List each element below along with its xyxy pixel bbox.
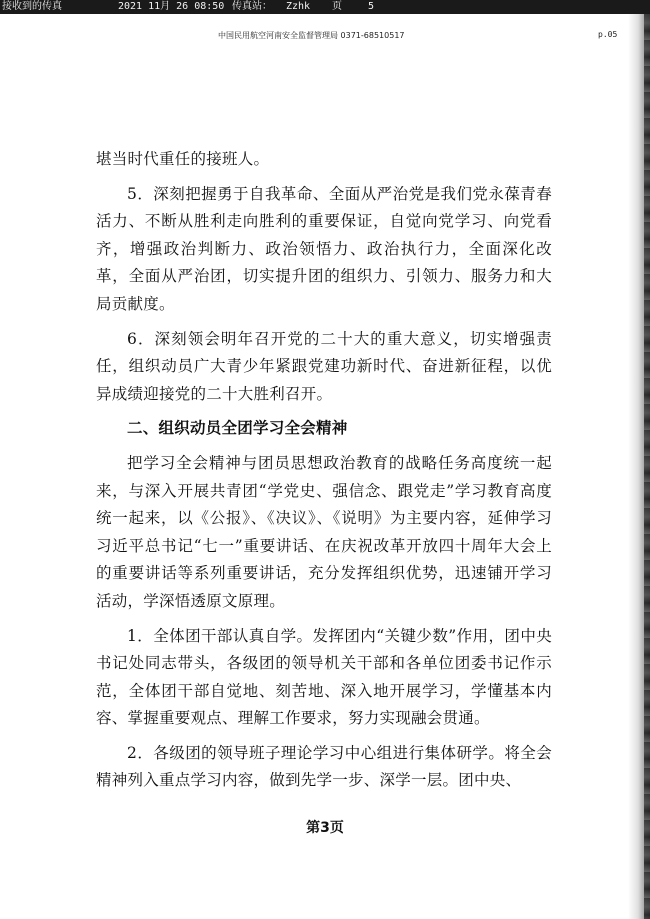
fax-sender-id: Zzhk <box>286 1 311 12</box>
fax-page-label: 页 <box>332 1 342 12</box>
fax-page-number: 5 <box>368 1 375 12</box>
paragraph-item-2: 2．各级团的领导班子理论学习中心组进行集体研学。将全会精神列入重点学习内容，做到先学一步、深学一层。团中央、 <box>96 743 552 790</box>
paragraph-item-1: 1．全体团干部认真自学。发挥团内“关键少数”作用，团中央书记处同志带头，各级团的领导机关干部和各单位团委书记作示范，全体团干部自觉地、刻苦地、深入地开展学习，学懂基本内容、掌握重要观点、理解工作要求，努力实现融会贯通。 <box>96 626 552 728</box>
fax-sender-label: 传真站： <box>232 1 272 12</box>
fax-received-label: 接收到的传真 <box>2 1 62 12</box>
section-heading: 二、组织动员全团学习全会精神 <box>127 419 348 438</box>
fax-datetime: 2021 11月 26 08:50 <box>118 1 225 12</box>
paragraph-continuation: 堪当时代重任的接班人。 <box>96 150 270 168</box>
document-body <box>96 146 552 795</box>
scan-shadow-edge <box>628 14 650 919</box>
fax-transmission-bar <box>0 0 650 14</box>
page-number-footer: 第3页 <box>306 820 344 836</box>
paragraph-item-6: 6．深刻领会明年召开党的二十大的重大意义，切实增强责任，组织动员广大青少年紧跟党建功新时代、奋进新征程，以优异成绩迎接党的二十大胜利召开。 <box>96 329 552 403</box>
paragraph-item-5: 5．深刻把握勇于自我革命、全面从严治党是我们党永葆青春活力、不断从胜利走向胜利的重要保证，自觉向党学习、向党看齐，增强政治判断力、政治领悟力、政治执行力，全面深化改革，全面从严治团，切实提升团的组织力、引领力、服务力和大局贡献度。 <box>96 184 552 313</box>
fax-header-line <box>0 30 650 44</box>
fax-sender-info: 中国民用航空河南安全监督管理局 0371-68510517 <box>218 31 405 40</box>
fax-page-code: p.05 <box>598 30 618 39</box>
paragraph-section-intro: 把学习全会精神与团员思想政治教育的战略任务高度统一起来，与深入开展共青团“学党史、强信念、跟党走”学习教育高度统一起来，以《公报》、《决议》、《说明》为主要内容，延伸学习习近平总书记“七一”重要讲话、在庆祝改革开放四十周年大会上的重要讲话等系列重要讲话，充分发挥组织优势，迅速铺开学习活动，学深悟透原文原理。 <box>96 453 552 610</box>
